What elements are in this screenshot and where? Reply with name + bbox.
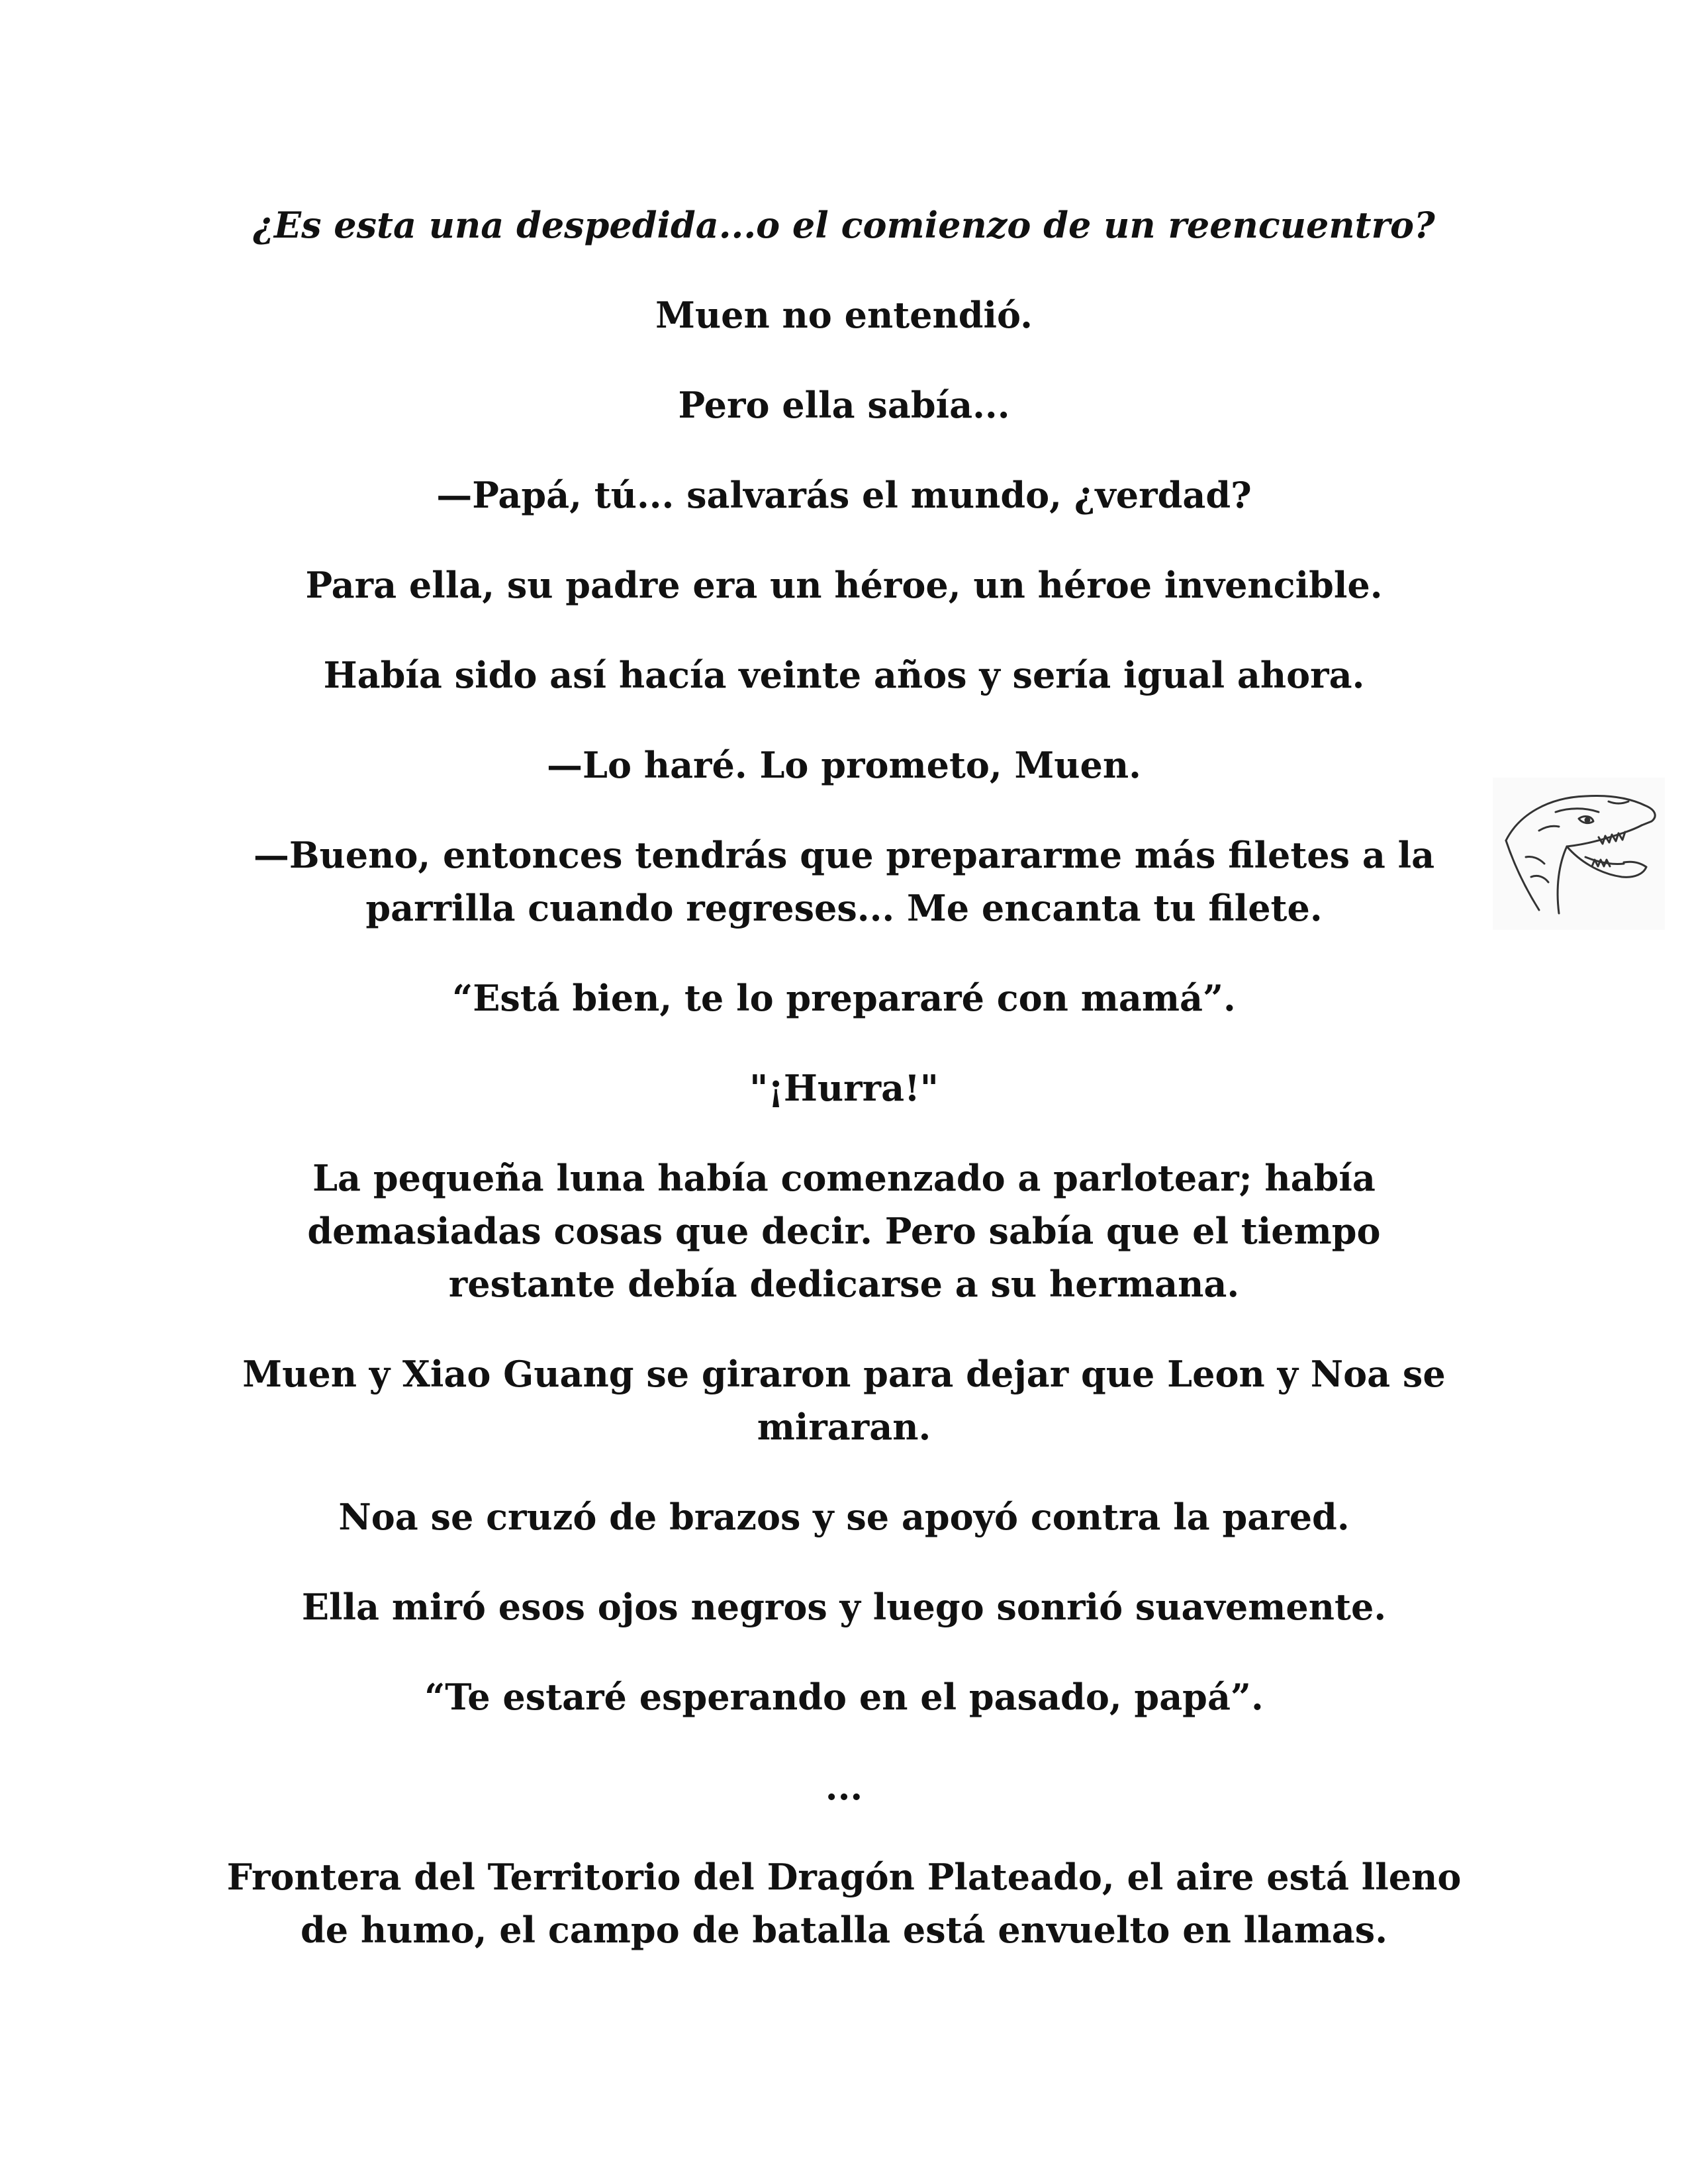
paragraph: —Bueno, entonces tendrás que prepararme más filetes a la parrilla cuando regreses... Me encanta tu filete. bbox=[253, 834, 1435, 929]
paragraph: ¿Es esta una despedida...o el comienzo de un reencuentro? bbox=[253, 204, 1435, 246]
paragraph: —Papá, tú... salvarás el mundo, ¿verdad? bbox=[436, 474, 1252, 516]
paragraph: "¡Hurra!" bbox=[749, 1067, 939, 1109]
paragraph: Frontera del Territorio del Dragón Plateado, el aire está lleno de humo, el campo de batalla está envuelto en llamas. bbox=[226, 1856, 1462, 1951]
dinosaur-head-sketch-icon bbox=[1493, 778, 1665, 930]
paragraph: Muen no entendió. bbox=[655, 294, 1033, 336]
paragraph: Para ella, su padre era un héroe, un héroe invencible. bbox=[305, 564, 1383, 606]
paragraph: —Lo haré. Lo prometo, Muen. bbox=[547, 744, 1141, 786]
paragraph: Noa se cruzó de brazos y se apoyó contra la pared. bbox=[338, 1496, 1350, 1538]
paragraph: ... bbox=[825, 1766, 863, 1808]
paragraph: “Te estaré esperando en el pasado, papá”. bbox=[424, 1676, 1264, 1718]
paragraph: La pequeña luna había comenzado a parlotear; había demasiadas cosas que decir. Pero sabía que el tiempo restante debía dedicarse a su hermana. bbox=[307, 1157, 1381, 1305]
story-text bbox=[218, 199, 1470, 1993]
paragraph: Había sido así hacía veinte años y sería igual ahora. bbox=[323, 654, 1365, 696]
paragraph: Pero ella sabía... bbox=[678, 384, 1010, 426]
paragraph: Muen y Xiao Guang se giraron para dejar que Leon y Noa se miraran. bbox=[242, 1353, 1446, 1448]
paragraph: “Está bien, te lo prepararé con mamá”. bbox=[452, 977, 1236, 1019]
paragraph: Ella miró esos ojos negros y luego sonrió suavemente. bbox=[301, 1586, 1387, 1628]
